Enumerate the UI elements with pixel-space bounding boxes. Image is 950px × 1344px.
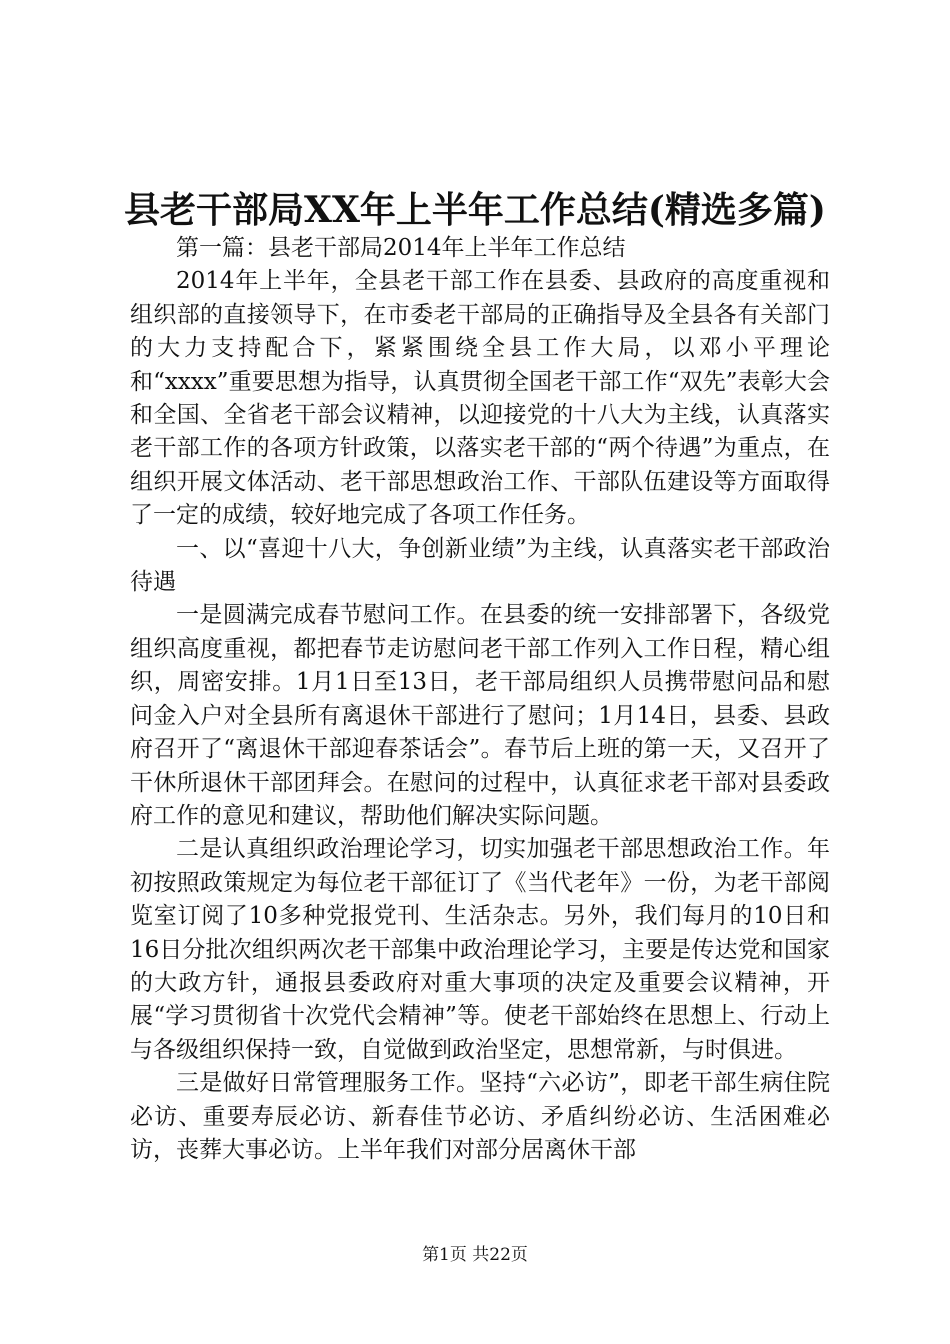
section-heading: 一、以“喜迎十八大，争创新业绩”为主线，认真落实老干部政治待遇 <box>130 535 830 596</box>
document-body <box>130 232 830 1167</box>
body-paragraph: 一是圆满完成春节慰问工作。在县委的统一安排部署下，各级党组织高度重视，都把春节走访慰问老干部工作列入工作日程，精心组织，周密安排。1月1日至13日，老干部局组织人员携带慰问品和慰问金入户对全县所有离退休干部进行了慰问；1月14日，县委、县政府召开了“离退休干部迎春茶话会”。春节后上班的第一天，又召开了干休所退休干部团拜会。在慰问的过程中，认真征求老干部对县委政府工作的意见和建议，帮助他们解决实际问题。 <box>130 602 830 829</box>
document-title: 县老干部局XX年上半年工作总结(精选多篇) <box>124 189 826 231</box>
body-paragraph: 2014年上半年，全县老干部工作在县委、县政府的高度重视和组织部的直接领导下，在市委老干部局的正确指导及全县各有关部门的大力支持配合下，紧紧围绕全县工作大局，以邓小平理论和“xxxx”重要思想为指导，认真贯彻全国老干部工作“双先”表彰大会和全国、全省老干部会议精神，以迎接党的十八大为主线，认真落实老干部工作的各项方针政策，以落实老干部的“两个待遇”为重点，在组织开展文体活动、老干部思想政治工作、干部队伍建设等方面取得了一定的成绩，较好地完成了各项工作任务。 <box>130 268 830 529</box>
page-number: 第1页 共22页 <box>422 1245 528 1265</box>
body-paragraph: 二是认真组织政治理论学习，切实加强老干部思想政治工作。年初按照政策规定为每位老干部征订了《当代老年》一份，为老干部阅览室订阅了10多种党报党刊、生活杂志。另外，我们每月的10日和16日分批次组织两次老干部集中政治理论学习，主要是传达党和国家的大政方针，通报县委政府对重大事项的决定及重要会议精神，开展“学习贯彻省十次党代会精神”等。使老干部始终在思想上、行动上与各级组织保持一致，自觉做到政治坚定，思想常新，与时俱进。 <box>130 836 830 1063</box>
section-heading: 第一篇：县老干部局2014年上半年工作总结 <box>176 235 626 261</box>
body-paragraph: 三是做好日常管理服务工作。坚持“六必访”，即老干部生病住院必访、重要寿辰必访、新春佳节必访、矛盾纠纷必访、生活困难必访，丧葬大事必访。上半年我们对部分居离休干部 <box>130 1070 830 1163</box>
